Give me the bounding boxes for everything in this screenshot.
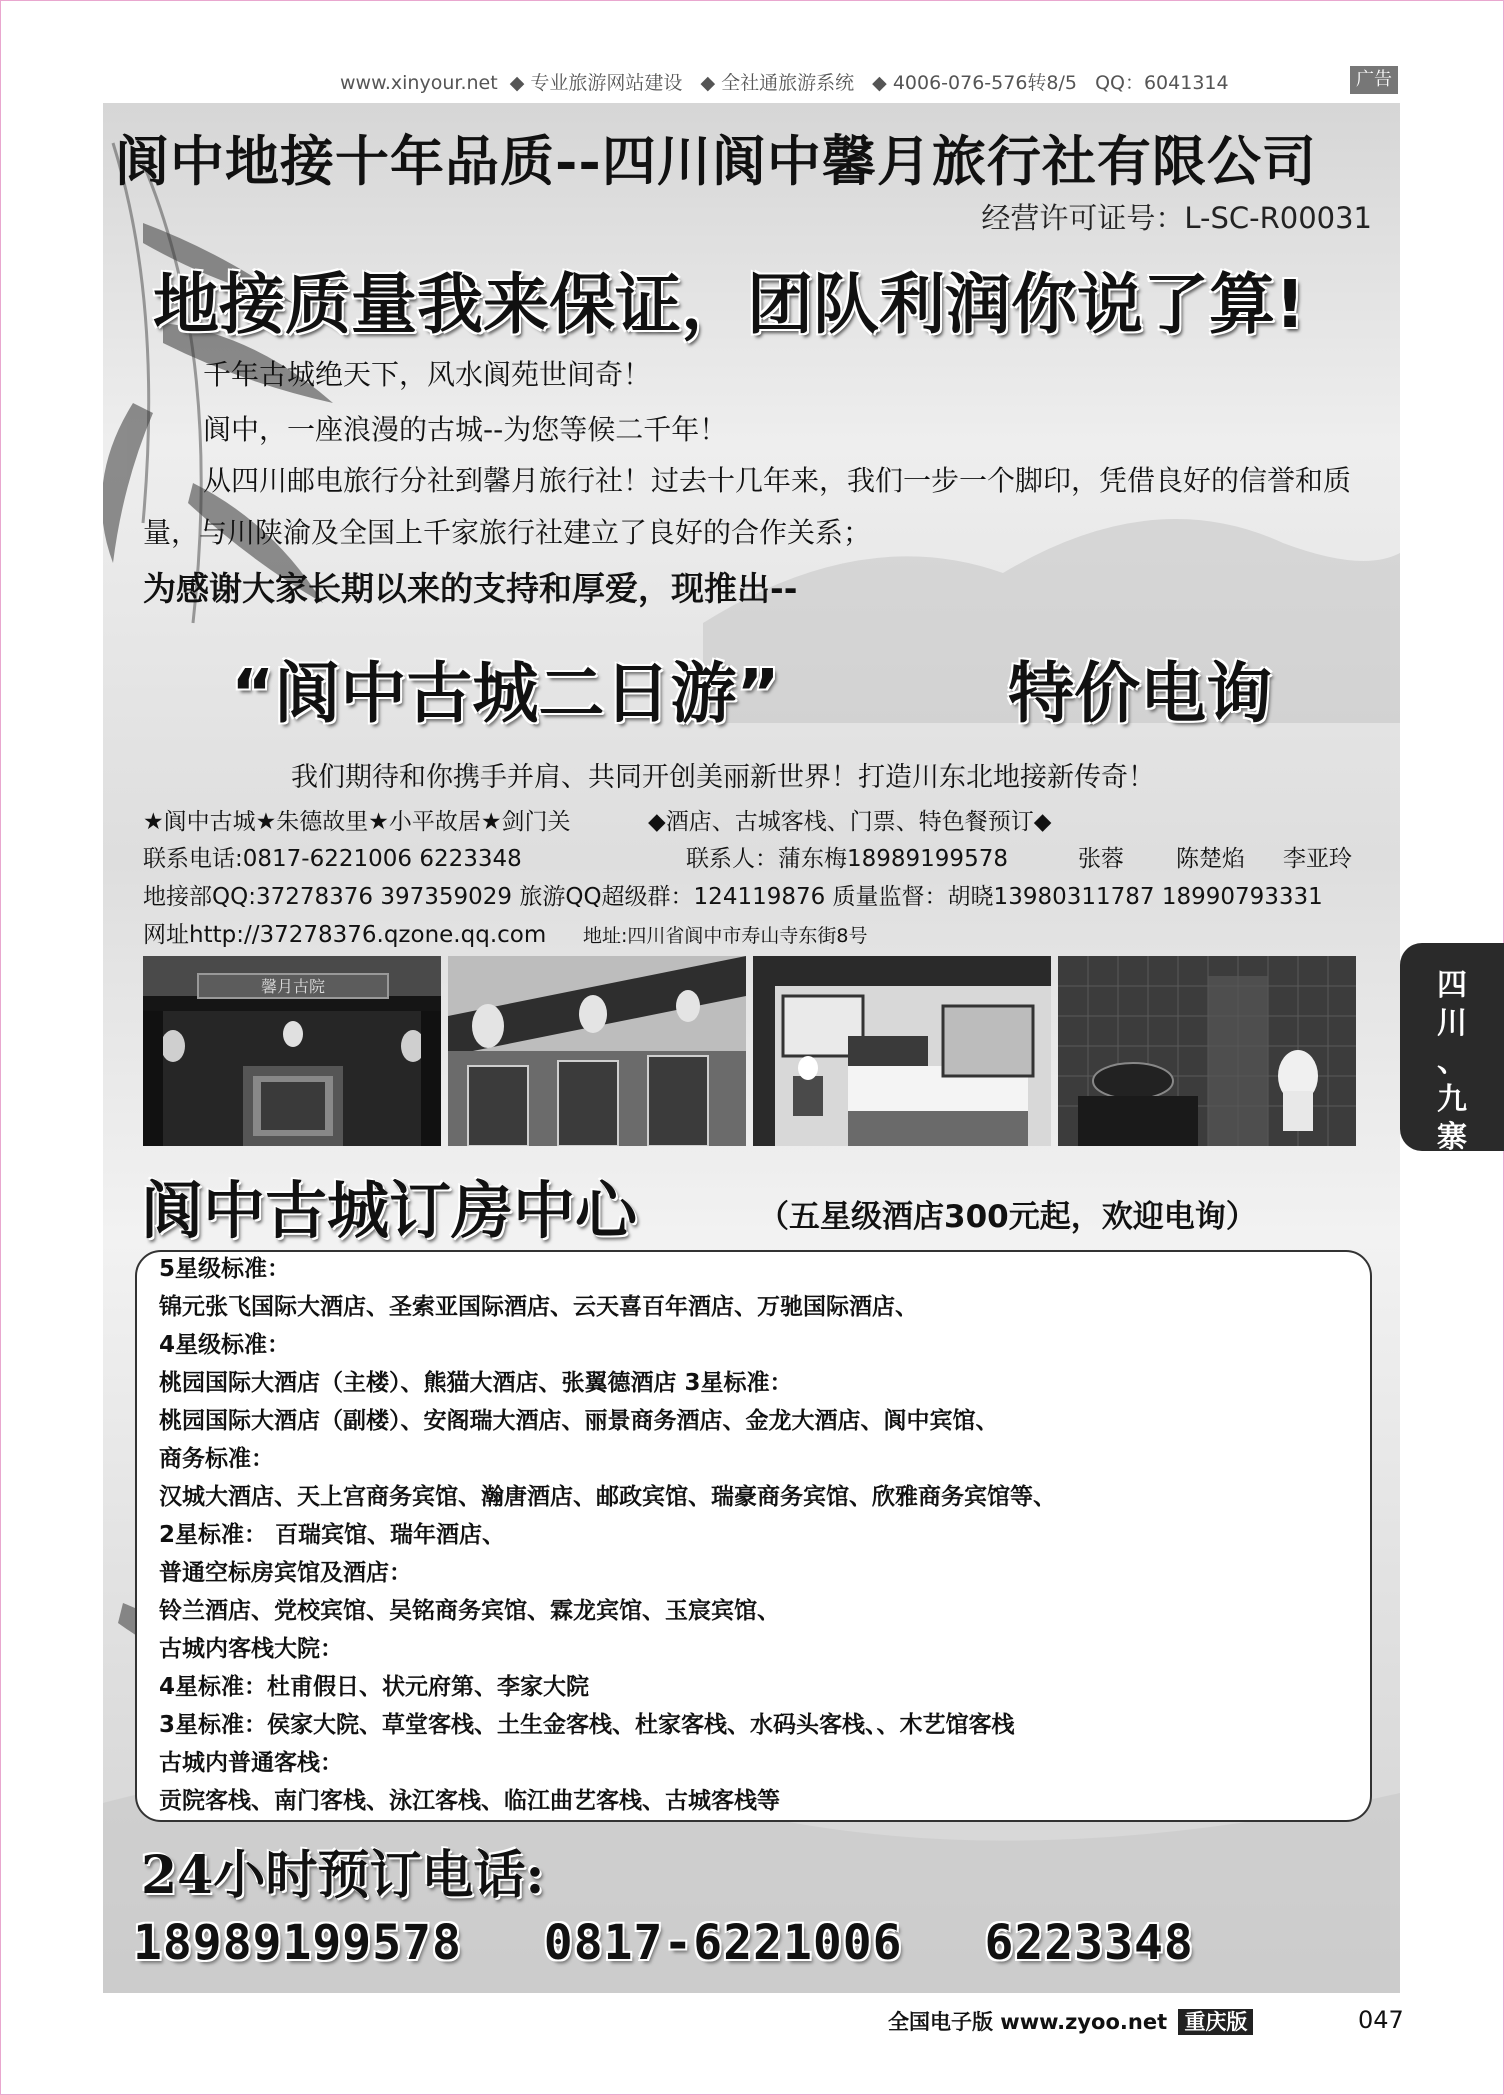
advertisement (103, 103, 1400, 1993)
hotline-number[interactable]: 6223348 (984, 1915, 1194, 1971)
intro-line-2: 阆中，一座浪漫的古城--为您等候二千年！ (203, 413, 728, 446)
side-tab-char: 九 (1437, 1082, 1467, 1117)
hotline-number[interactable]: 0817-6221006 (543, 1915, 903, 1971)
hotel-list-line: 商务标准： (159, 1446, 274, 1472)
slogan: 地接质量我来保证，团队利润你说了算! (153, 266, 1306, 343)
header-qq: QQ：6041314 (1095, 72, 1229, 94)
footer-bar (888, 2006, 1253, 2036)
ad-tag: 广告 (1350, 66, 1398, 94)
address: 地址:四川省阆中市寿山寺东街8号 (583, 925, 868, 947)
hotel-list-line: 古城内客栈大院： (159, 1636, 343, 1662)
contact-person-2: 张蓉 (1078, 846, 1124, 872)
edition-badge: 重庆版 (1178, 2009, 1253, 2035)
call-to-action: 我们期待和你携手并肩、共同开创美丽新世界！打造川东北地接新传奇！ (291, 762, 1155, 793)
hotel-list-line: 古城内普通客栈： (159, 1750, 343, 1776)
bathroom-image (1058, 956, 1356, 1146)
photo-courtyard-gate (143, 956, 441, 1146)
header-item-2: ◆ 全社通旅游系统 (700, 72, 855, 94)
side-tab-char: 寨 (1437, 1120, 1467, 1155)
contact-person-4: 李亚玲 (1283, 846, 1352, 872)
side-tab-char: 、 (1437, 1044, 1467, 1079)
hotel-list-line: 铃兰酒店、党校宾馆、吴铭商务宾馆、霖龙宾馆、玉宸宾馆、 (159, 1598, 780, 1624)
intro-line-1: 千年古城绝天下，风水阆苑世间奇！ (203, 358, 652, 391)
qq-line: 地接部QQ:37278376 397359029 旅游QQ超级群：124119876 质量监督：胡晓13980311787 18990793331 (143, 884, 1323, 910)
website-link[interactable]: 网址http://37278376.qzone.qq.com (143, 922, 547, 948)
courtyard-gate-image (143, 956, 441, 1146)
hotel-list-line: 4星标准：杜甫假日、状元府第、李家大院 (159, 1674, 590, 1700)
company-title: 阆中地接十年品质--四川阆中馨月旅行社有限公司 (115, 129, 1317, 193)
intro-line-4: 量，与川陕渝及全国上千家旅行社建立了良好的合作关系； (143, 516, 872, 549)
hotel-center-title: 阆中古城订房中心 (141, 1174, 638, 1247)
hotel-list-line: 4星级标准： (159, 1332, 291, 1358)
photo-guest-room (753, 956, 1051, 1146)
guest-room-image (753, 956, 1051, 1146)
hotel-list-line: 桃园国际大酒店（副楼）、安阁瑞大酒店、丽景商务酒店、金龙大酒店、阆中宾馆、 (159, 1408, 999, 1434)
hotline-numbers (133, 1915, 1246, 1971)
photo-bathroom (1058, 956, 1356, 1146)
intro-line-3: 从四川邮电旅行分社到馨月旅行社！过去十几年来，我们一步一个脚印，凭借良好的信誉和质 (203, 464, 1352, 497)
side-tab-char: 川 (1437, 1006, 1467, 1041)
tour-deal: 特价电询 (1008, 655, 1272, 732)
photo-lantern-building (448, 956, 746, 1146)
contact-phone: 联系电话:0817-6221006 6223348 (143, 846, 522, 872)
page-number: 047 (1358, 2006, 1404, 2034)
hotel-list-line: 2星标准： 百瑞宾馆、瑞年酒店、 (159, 1522, 506, 1548)
license-number: 经营许可证号：L-SC-R00031 (981, 201, 1372, 235)
header-phone: ◆ 4006-076-576转8/5 (872, 72, 1078, 94)
hotel-list-line: 锦元张飞国际大酒店、圣索亚国际酒店、云天喜百年酒店、万驰国际酒店、 (159, 1294, 918, 1320)
gate-sign: 馨月古院 (260, 977, 326, 996)
hotel-list-line: 汉城大酒店、天上宫商务宾馆、瀚唐酒店、邮政宾馆、瑞豪商务宾馆、欣雅商务宾馆等、 (159, 1484, 1056, 1510)
hotel-list-line: 普通空标房宾馆及酒店： (159, 1560, 412, 1586)
hotel-list-line: 桃园国际大酒店（主楼）、熊猫大酒店、张翼德酒店 3星标准： (159, 1370, 793, 1396)
tour-name: “阆中古城二日游” (231, 655, 780, 732)
side-tab-char: 四 (1437, 968, 1467, 1003)
hotline-number[interactable]: 18989199578 (133, 1915, 462, 1971)
hotel-list-line: 5星级标准： (159, 1256, 291, 1282)
region-side-tab[interactable] (1400, 943, 1504, 1155)
services-list: ◆酒店、古城客栈、门票、特色餐预订◆ (648, 809, 1052, 835)
contact-person: 联系人：蒲东梅18989199578 (686, 846, 1008, 872)
hotel-center-subtitle: （五星级酒店300元起，欢迎电询） (758, 1199, 1257, 1235)
hotel-list-line: 3星标准：侯家大院、草堂客栈、土生金客栈、杜家客栈、水码头客栈、、木艺馆客栈 (159, 1712, 1015, 1738)
lantern-building-image (448, 956, 746, 1146)
hotline-label: 24小时预订电话: (141, 1845, 545, 1906)
thanks-line: 为感谢大家长期以来的支持和厚爱，现推出-- (143, 569, 798, 608)
footer-text[interactable]: 全国电子版 www.zyoo.net (888, 2010, 1168, 2034)
hotel-list-line: 贡院客栈、南门客栈、泳江客栈、临江曲艺客栈、古城客栈等 (159, 1788, 780, 1814)
contact-person-3: 陈楚焰 (1176, 846, 1245, 872)
hotel-list-box (135, 1250, 1372, 1822)
header-site[interactable]: www.xinyour.net (340, 72, 498, 94)
header-bar (340, 68, 1229, 95)
header-item-1: ◆ 专业旅游网站建设 (509, 72, 683, 94)
sights-list: ★阆中古城★朱德故里★小平故居★剑门关 (143, 809, 571, 835)
